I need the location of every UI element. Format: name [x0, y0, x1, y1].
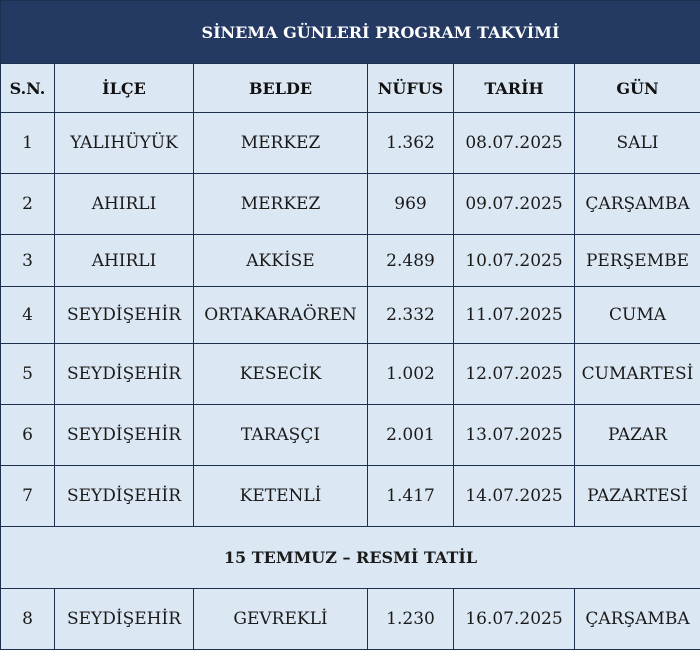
- cell-gun: ÇARŞAMBA: [575, 589, 700, 650]
- header-tarih: TARİH: [454, 64, 575, 113]
- header-ilce: İLÇE: [55, 64, 194, 113]
- table-title: SİNEMA GÜNLERİ PROGRAM TAKVİMİ: [1, 1, 700, 64]
- cell-tarih: 10.07.2025: [454, 235, 575, 287]
- cell-gun: SALI: [575, 113, 700, 174]
- cell-tarih: 16.07.2025: [454, 589, 575, 650]
- header-row: [1, 64, 700, 113]
- title-row: [1, 1, 700, 64]
- cell-tarih: 12.07.2025: [454, 344, 575, 405]
- table-row: [1, 344, 700, 405]
- cell-gun: CUMA: [575, 287, 700, 344]
- cell-ilce: SEYDİŞEHİR: [55, 466, 194, 527]
- cell-nufus: 1.362: [368, 113, 454, 174]
- cell-sn: 7: [1, 466, 55, 527]
- cell-gun: ÇARŞAMBA: [575, 174, 700, 235]
- cell-belde: ORTAKARAÖREN: [194, 287, 368, 344]
- header-nufus: NÜFUS: [368, 64, 454, 113]
- cell-ilce: AHIRLI: [55, 174, 194, 235]
- cell-ilce: SEYDİŞEHİR: [55, 287, 194, 344]
- table-row: [1, 589, 700, 650]
- cell-ilce: SEYDİŞEHİR: [55, 589, 194, 650]
- cell-sn: 2: [1, 174, 55, 235]
- table-row: [1, 113, 700, 174]
- cell-ilce: AHIRLI: [55, 235, 194, 287]
- cell-gun: PAZAR: [575, 405, 700, 466]
- cell-nufus: 1.230: [368, 589, 454, 650]
- cell-nufus: 2.489: [368, 235, 454, 287]
- cell-ilce: SEYDİŞEHİR: [55, 344, 194, 405]
- cell-nufus: 1.002: [368, 344, 454, 405]
- cell-sn: 4: [1, 287, 55, 344]
- table-row: [1, 174, 700, 235]
- table-row: [1, 466, 700, 527]
- cell-sn: 5: [1, 344, 55, 405]
- cell-ilce: SEYDİŞEHİR: [55, 405, 194, 466]
- header-gun: GÜN: [575, 64, 700, 113]
- cell-tarih: 11.07.2025: [454, 287, 575, 344]
- table-row: [1, 287, 700, 344]
- header-sn: S.N.: [1, 64, 55, 113]
- cell-belde: GEVREKLİ: [194, 589, 368, 650]
- cell-tarih: 09.07.2025: [454, 174, 575, 235]
- cell-tarih: 14.07.2025: [454, 466, 575, 527]
- cell-belde: KETENLİ: [194, 466, 368, 527]
- cell-gun: PAZARTESİ: [575, 466, 700, 527]
- cell-tarih: 08.07.2025: [454, 113, 575, 174]
- cell-belde: MERKEZ: [194, 113, 368, 174]
- cell-gun: CUMARTESİ: [575, 344, 700, 405]
- cell-nufus: 969: [368, 174, 454, 235]
- header-belde: BELDE: [194, 64, 368, 113]
- cell-gun: PERŞEMBE: [575, 235, 700, 287]
- cell-sn: 8: [1, 589, 55, 650]
- cell-nufus: 2.332: [368, 287, 454, 344]
- cell-tarih: 13.07.2025: [454, 405, 575, 466]
- cell-ilce: YALIHÜYÜK: [55, 113, 194, 174]
- cell-sn: 6: [1, 405, 55, 466]
- cell-sn: 1: [1, 113, 55, 174]
- cell-belde: MERKEZ: [194, 174, 368, 235]
- cell-sn: 3: [1, 235, 55, 287]
- cell-nufus: 1.417: [368, 466, 454, 527]
- holiday-label: 15 TEMMUZ – RESMİ TATİL: [1, 527, 700, 589]
- cell-belde: KESECİK: [194, 344, 368, 405]
- cell-belde: AKKİSE: [194, 235, 368, 287]
- table-row: [1, 235, 700, 287]
- cell-nufus: 2.001: [368, 405, 454, 466]
- table-row: [1, 405, 700, 466]
- cell-belde: TARAŞÇI: [194, 405, 368, 466]
- holiday-row: [1, 527, 700, 589]
